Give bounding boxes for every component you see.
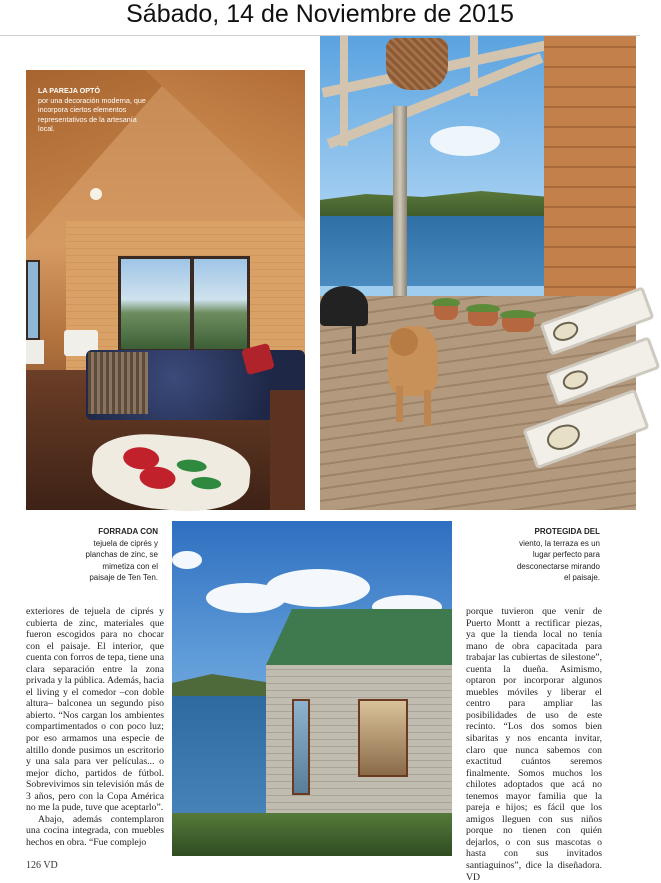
cloud	[430, 126, 500, 156]
caption-text: por una decoración moderna, que incorpora ciertos elementos representativos de la artesanía local.	[38, 95, 146, 133]
dog-leg	[396, 386, 403, 422]
dog-head	[390, 328, 418, 356]
wooden-post	[393, 106, 407, 316]
pergola-beam	[340, 36, 348, 146]
cloud	[172, 551, 202, 569]
flower-pot	[502, 318, 534, 332]
page-folio: 126 VD	[26, 860, 58, 871]
chair-flower	[560, 367, 591, 393]
grill	[320, 286, 368, 326]
rug-leaf	[191, 476, 222, 491]
house-photo	[172, 521, 452, 856]
tall-window	[292, 699, 310, 795]
side-window	[26, 260, 40, 340]
body-paragraph: porque tuvieron que venir de Puerto Montt a rectificar piezas, ya que la tienda local no tenía mano de obra capacitada para trabajar las cubiertas de silestone”, cuenta la dueña. Asimismo, optaron por incorporar algunos muebles móviles y liberar el centro para ampliar las posibilidades de uso de este recinto. “Los dos somos bien sibaritas y nos encanta invitar, claro que nunca sabemos con exactitud cuántos seremos finalmente. Somos muchos los chilotes adoptados que acá no tenemos mayor familia que la pareja e hijos; es fácil que los amigos lleguen con sus niños porque no tienen con quién dejarlos, o con sus mascotas o hasta con sus invitados santiaguinos”, dice la diseñadora. VD	[466, 606, 602, 883]
caption-text: viento, la terraza es un lugar perfecto para desconectarse mirando el paisaje.	[516, 538, 600, 582]
rug-leaf	[176, 458, 207, 473]
right-caption	[512, 526, 600, 584]
body-paragraph: exteriores de tejuela de ciprés y cubierta de zinc, materiales que fueron escogidos para no chocar con el paisaje. El interior, que cuenta con forros de tepa, tiene una clara separación entre la zona privada y la pública. Además, hacia el living y el comedor –con doble altura– balconea un segundo piso abierto. “Nos cargan los ambientes compartimentados o con poco luz; por eso armamos una especie de altillo donde pusimos un escritorio y una sala para ver películas... o mejor dicho, partidos de fútbol. Sobrevivimos sin televisión más de 3 años, pero con la Copa América no me la pude, tuve que aceptarlo”.	[26, 606, 164, 814]
pendant-lamp	[90, 188, 102, 200]
bedroom-window	[118, 256, 250, 352]
flower-pot	[434, 306, 458, 320]
caption-text: tejuela de ciprés y planchas de zinc, se mimetiza con el paisaje de Ten Ten.	[85, 538, 158, 582]
chair	[26, 340, 44, 364]
grass	[172, 813, 452, 856]
green-zinc-roof	[266, 609, 452, 665]
page-header	[0, 0, 640, 36]
shingle-wall	[544, 36, 636, 326]
caption-lead: LA PAREJA OPTÓ	[38, 86, 101, 95]
bedroom-photo-caption	[38, 86, 150, 134]
bed-throw-blanket	[88, 352, 148, 414]
body-column-right	[466, 606, 602, 883]
caption-lead: FORRADA CON	[98, 527, 158, 536]
cloud	[266, 569, 370, 607]
ceiling-right-slope	[145, 70, 305, 220]
publication-date: Sábado, 14 de Noviembre de 2015	[126, 0, 514, 28]
nightstand	[270, 390, 305, 510]
window	[358, 699, 408, 777]
sea	[320, 216, 550, 286]
dog-leg	[424, 390, 431, 426]
rug-flower	[139, 465, 177, 490]
body-column-left	[26, 606, 164, 848]
window-frame	[190, 256, 194, 352]
pergola-beam	[470, 36, 478, 96]
chair-flower	[550, 318, 581, 344]
grill-leg	[352, 324, 356, 354]
terrace-photo	[320, 36, 636, 510]
flower-pot	[468, 312, 498, 326]
wicker-lamp	[386, 38, 448, 90]
left-caption	[76, 526, 158, 584]
caption-lead: PROTEGIDA DEL	[534, 527, 600, 536]
body-paragraph: Abajo, además contemplaron una cocina integrada, con muebles hechos en obra. “Fue complejo	[26, 813, 164, 848]
chair-flower	[543, 420, 583, 454]
bedroom-photo	[26, 70, 305, 510]
